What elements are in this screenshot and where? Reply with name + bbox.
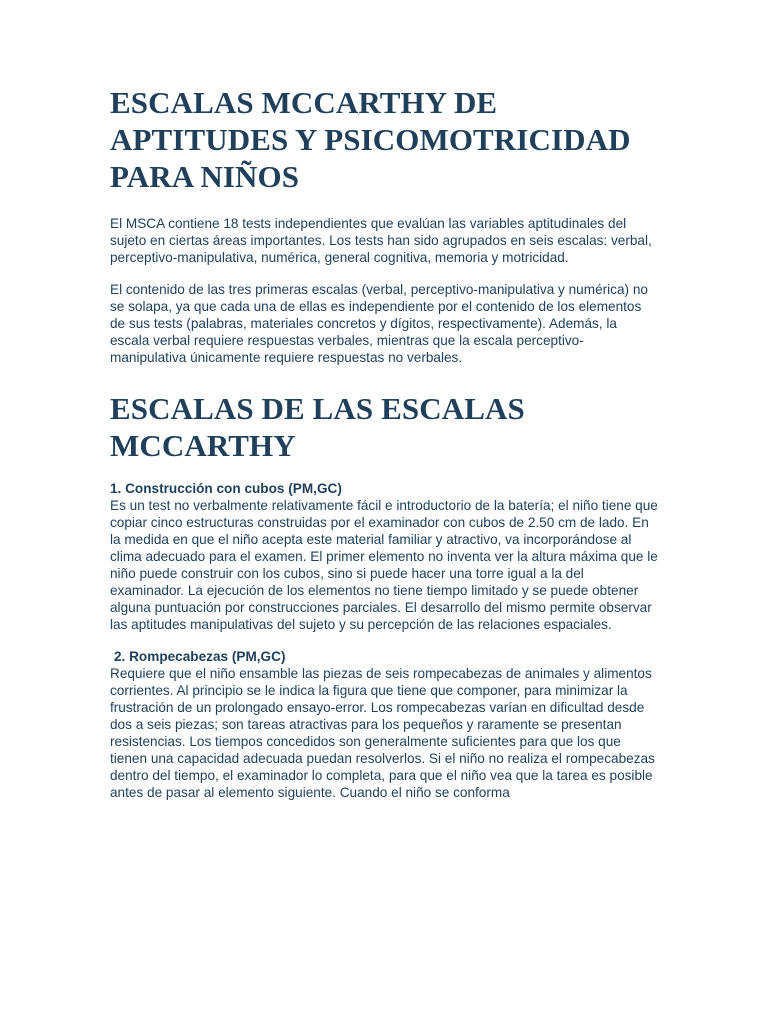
document-title: ESCALAS MCCARTHY DE APTITUDES Y PSICOMOTRICIDAD PARA NIÑOS bbox=[110, 85, 631, 194]
test-item-rompecabezas bbox=[110, 648, 660, 801]
intro-paragraph-1: El MSCA contiene 18 tests independientes que evalúan las variables aptitudinales del sujeto en ciertas áreas importantes. Los tests han sido agrupados en seis escalas: verbal, perceptivo-manipulativa, numérica, general cognitiva, memoria y motricidad. bbox=[110, 216, 652, 265]
test-item-heading: 1. Construcción con cubos (PM,GC) bbox=[110, 481, 342, 496]
test-item-heading: 2. Rompecabezas (PM,GC) bbox=[114, 649, 286, 664]
test-item-text: Es un test no verbalmente relativamente fácil e introductorio de la batería; el niño tiene que copiar cinco estructuras construidas por el examinador con cubos de 2.50 cm de lado. En la medida en que el niño acepta este material familiar y atractivo, va incorporándose al clima adecuado para el examen. El primer elemento no inventa ver la altura máxima que le niño puede construir con los cubos, sino si puede hacer una torre igual a la del examinador. La ejecución de los elementos no tiene tiempo limitado y se puede obtener alguna puntuación por construcciones parciales. El desarrollo del mismo permite observar las aptitudes manipulativas del sujeto y su percepción de las relaciones espaciales. bbox=[110, 498, 658, 632]
test-item-text: Requiere que el niño ensamble las piezas de seis rompecabezas de animales y alimentos corrientes. Al principio se le indica la figura que tiene que componer, para minimizar la frustración de un prolongado ensayo-error. Los rompecabezas varían en dificultad desde dos a seis piezas; son tareas atractivas para los pequeños y raramente se presentan resistencias. Los tiempos concedidos son generalmente suficientes para que los que tienen una capacidad adecuada puedan resolverlos. Si el niño no realiza el rompecabezas dentro del tiempo, el examinador lo completa, para que el niño vea que la tarea es posible antes de pasar al elemento siguiente. Cuando el niño se conforma bbox=[110, 666, 655, 800]
section-heading: ESCALAS DE LAS ESCALAS MCCARTHY bbox=[110, 391, 525, 463]
test-item-construccion-cubos bbox=[110, 480, 660, 633]
document-page bbox=[110, 84, 660, 816]
intro-paragraph-2: El contenido de las tres primeras escalas (verbal, perceptivo-manipulativa y numérica) no se solapa, ya que cada una de ellas es independiente por el contenido de los elementos de sus tests (palabras, materiales concretos y dígitos, respectivamente). Además, la escala verbal requiere respuestas verbales, mientras que la escala perceptivo-manipulativa únicamente requiere respuestas no verbales. bbox=[110, 282, 648, 365]
